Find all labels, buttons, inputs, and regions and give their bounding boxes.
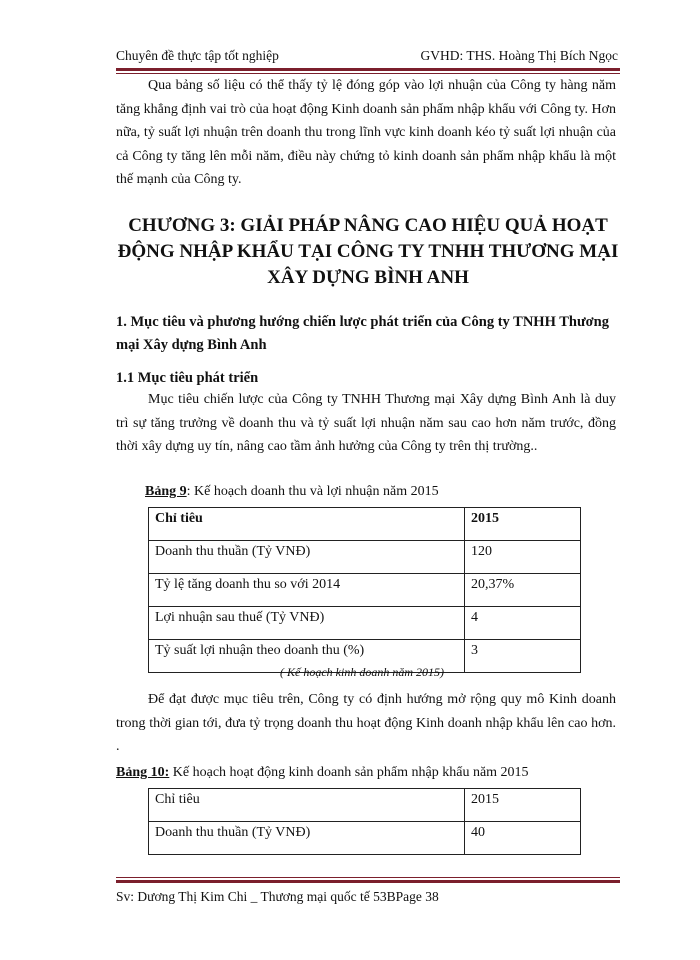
table-cell: 20,37% [465,574,581,607]
table-cell: Chỉ tiêu [149,789,465,822]
table-cell: Lợi nhuận sau thuế (Tỷ VNĐ) [149,607,465,640]
table-cell: Tỷ lệ tăng doanh thu so với 2014 [149,574,465,607]
table-9-caption-label: Bảng 9 [145,484,187,499]
chapter-title-line-3: XÂY DỰNG BÌNH ANH [267,267,469,288]
table-cell: 120 [465,541,581,574]
chapter-title-line-2: ĐỘNG NHẬP KHẨU TẠI CÔNG TY TNHH THƯƠNG MẠI [117,241,619,262]
chapter-title-line-1: CHƯƠNG 3: GIẢI PHÁP NÂNG CAO HIỆU QUẢ HOẠT [128,215,608,236]
table-cell: Doanh thu thuần (Tỷ VNĐ) [149,541,465,574]
intro-paragraph: Qua bảng số liệu có thể thấy tỷ lệ đóng góp vào lợi nhuận của Công ty hàng năm tăng khẳng định vai trò của hoạt động Kinh doanh sản phẩm nhập khẩu với Công ty. Hơn nữa, tỷ suất lợi nhuận trên doanh thu trong lĩnh vực kinh doanh kéo tỷ suất lợi nhuận của cả Công ty tăng lên mỗi năm, điều này chứng tỏ kinh doanh sản phẩm nhập khẩu là một thế mạnh của Công ty. [116,78,616,187]
plan-paragraph: Để đạt được mục tiêu trên, Công ty có định hướng mở rộng quy mô Kinh doanh trong thời gian tới, đưa tỷ trọng doanh thu hoạt động Kinh doanh nhập khẩu lên cao hơn. . [116,692,616,754]
table-cell: Chỉ tiêu [149,508,465,541]
section-1-1-heading: 1.1 Mục tiêu phát triển [116,370,259,386]
page-footer: Sv: Dương Thị Kim Chi _ Thương mại quốc tế 53BPage 38 [116,889,439,904]
table-cell: 4 [465,607,581,640]
table-cell: Tỷ suất lợi nhuận theo doanh thu (%) [149,640,465,673]
table-10-caption [116,765,529,781]
table-10 [148,788,581,855]
table-cell: 3 [465,640,581,673]
table-row [149,508,581,541]
table-10-caption-text: Kế hoạch hoạt động kinh doanh sản phẩm nhập khẩu năm 2015 [169,765,529,780]
table-9-source: ( Kế hoạch kinh doanh năm 2015) [280,665,444,679]
table-row [149,607,581,640]
table-cell: 2015 [465,789,581,822]
table-9-caption [145,484,439,500]
table-row [149,574,581,607]
goal-paragraph: Mục tiêu chiến lược của Công ty TNHH Thương mại Xây dựng Bình Anh là duy trì sự tăng trưởng về doanh thu và tỷ suất lợi nhuận năm sau cao hơn năm trước, đồng thời xây dựng uy tín, nâng cao tầm ảnh hưởng của Công ty trên thị trường.. [116,392,616,454]
table-row [149,822,581,855]
table-row [149,789,581,822]
section-1-heading: 1. Mục tiêu và phương hướng chiến lược phát triển của Công ty TNHH Thương mại Xây dựng Bình Anh [116,314,609,353]
table-row [149,541,581,574]
table-cell: Doanh thu thuần (Tỷ VNĐ) [149,822,465,855]
table-10-caption-label: Bảng 10: [116,765,170,780]
footer-rule [116,877,620,883]
chapter-title [116,213,620,291]
table-cell: 40 [465,822,581,855]
table-cell: 2015 [465,508,581,541]
header-left-text: Chuyên đề thực tập tốt nghiệp [116,48,279,63]
page-header [116,46,620,70]
table-9-caption-text: : Kế hoạch doanh thu và lợi nhuận năm 2015 [186,484,439,499]
table-9 [148,507,581,673]
header-right-text: GVHD: THS. Hoàng Thị Bích Ngọc [420,48,618,63]
